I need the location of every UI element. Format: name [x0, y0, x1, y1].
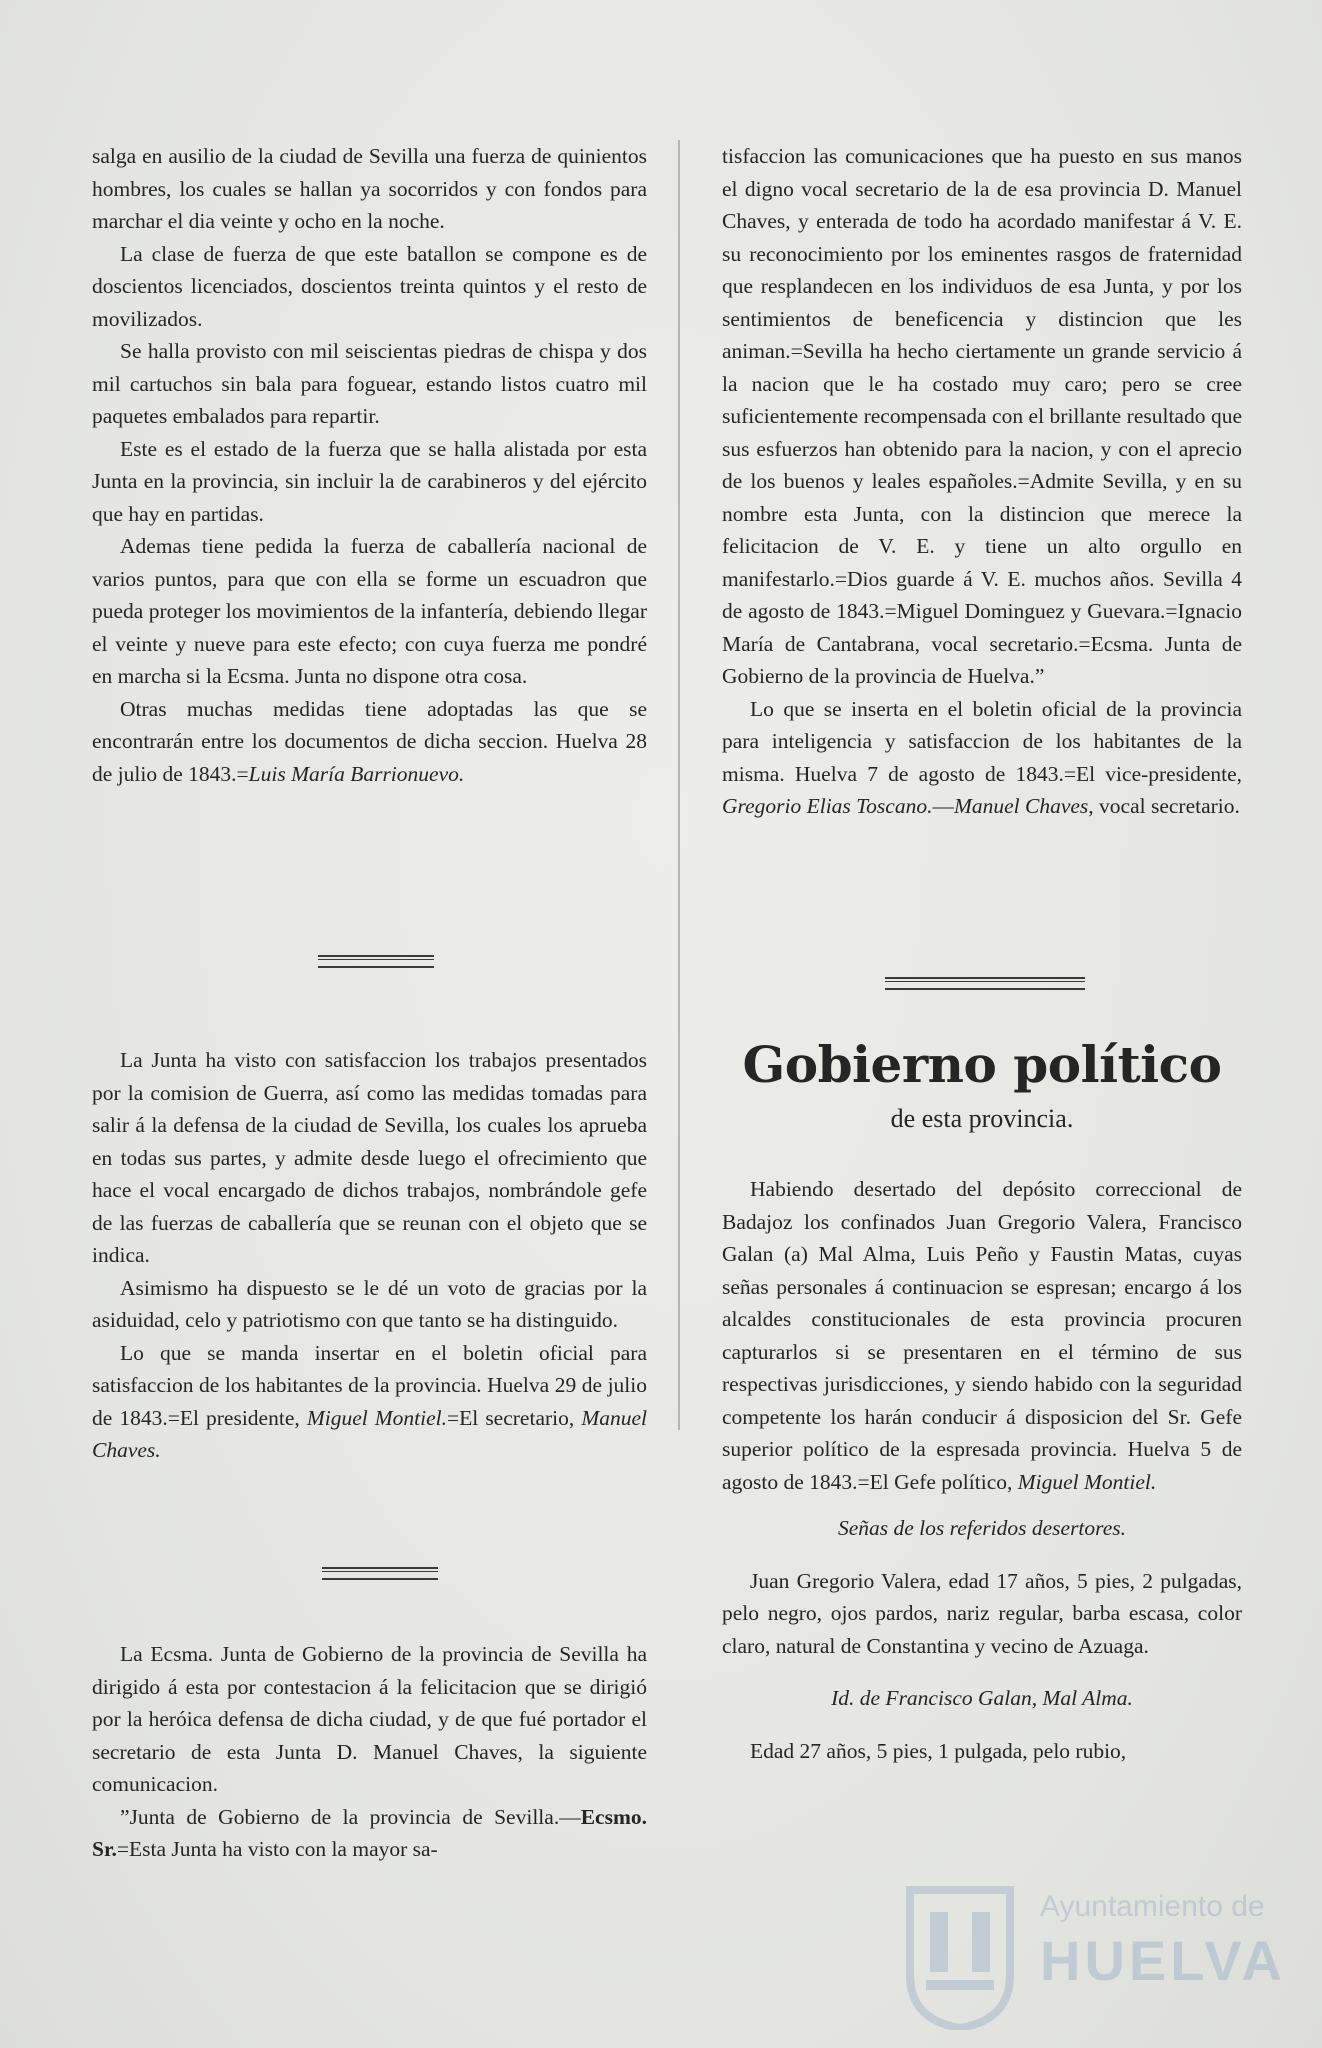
- paragraph-text: , vocal secretario.: [1088, 794, 1240, 818]
- dash: —: [932, 794, 954, 818]
- president-name: Miguel Montiel.: [306, 1405, 448, 1430]
- paragraph-text: Lo que se inserta en el boletin oficial de la provincia para inteligencia y satisfaccion de los habitantes de la misma. Huelva 7 de agosto de 1843.=El vice-presidente,: [722, 696, 1242, 786]
- section-divider: [318, 955, 434, 968]
- paragraph: Edad 27 años, 5 pies, 1 pulgada, pelo rubio,: [750, 1738, 1127, 1763]
- paragraph: La Ecsma. Junta de Gobierno de la provincia de Sevilla ha dirigido á esta por contestacion á la felicitacion que se dirigió por la heróica defensa de dicha ciudad, y de que fué portador el secretario de esta Junta D. Manuel Chaves, la siguiente comunicacion.: [92, 1642, 647, 1796]
- gefe-name: Miguel Montiel.: [1017, 1469, 1157, 1494]
- section-divider: [885, 977, 1085, 990]
- paragraph-text: Habiendo desertado del depósito correccional de Badajoz los confinados Juan Gregorio Valera, Francisco Galan (a) Mal Alma, Luis Peño y Faustin Matas, cuyas señas personales á continuacion se espresan; encargo á los alcaldes constitucionales de esta provincia procuren capturarlos si se presentaren en el término de sus respectivas jurisdicciones, y siendo habido con la seguridad competente los harán conducir á disposicion del Sr. Gefe superior político de la espresada provincia. Huelva 5 de agosto de 1843.=El Gefe político,: [722, 1177, 1242, 1494]
- secretary-name: Manuel Chaves: [953, 794, 1089, 818]
- paragraph: [92, 1801, 647, 1866]
- sevilla-communication-continued: [722, 140, 1242, 823]
- secretary-name: Manuel Chaves.: [92, 1405, 647, 1462]
- paragraph: Ademas tiene pedida la fuerza de caballería nacional de varios puntos, para que con ella se forme un escuadron que pueda proteger los movimientos de la infantería, debiendo llegar el veinte y nueve para este efecto; con cuya fuerza me pondré en marcha si la Ecsma. Junta no dispone otra cosa.: [92, 534, 647, 688]
- section-subheading: de esta provincia.: [890, 1104, 1074, 1133]
- deserters-heading: Señas de los referidos desertores.: [837, 1516, 1127, 1540]
- paragraph: Se halla provisto con mil seiscientas piedras de chispa y dos mil cartuchos sin bala para foguear, estando listos cuatro mil paquetes embalados para repartir.: [92, 339, 647, 428]
- paragraph: La clase de fuerza de que este batallon se compone es de doscientos licenciados, doscientos treinta quintos y el resto de movilizados.: [92, 241, 647, 331]
- paragraph: salga en ausilio de la ciudad de Sevilla una fuerza de quinientos hombres, los cuales se hallan ya socorridos y con fondos para marchar el dia veinte y ocho en la noche.: [92, 144, 647, 233]
- paragraph-text: Lo que se manda insertar en el boletin oficial para satisfaccion de los habitantes de la provincia. Huelva 29 de julio de 1843.=El presidente,: [92, 1340, 647, 1430]
- paragraph: La Junta ha visto con satisfaccion los trabajos presentados por la comision de Guerra, así como las medidas tomadas para salir á la defensa de la ciudad de Sevilla, los cuales los aprueba en todas sus partes, y admite desde luego el ofrecimiento que hace el vocal encargado de dichos trabajos, nombrándole gefe de las fuerzas de caballería que se reunan con el objeto que se indica.: [92, 1048, 647, 1267]
- paragraph: Juan Gregorio Valera, edad 17 años, 5 pies, 2 pulgadas, pelo negro, ojos pardos, nariz regular, barba escasa, color claro, natural de Constantina y vecino de Azuaga.: [722, 1568, 1242, 1658]
- paragraph: [92, 1337, 647, 1467]
- paragraph: [722, 1173, 1242, 1498]
- paragraph-text: =El secretario,: [447, 1405, 582, 1430]
- watermark: [900, 1880, 1300, 2030]
- column-rule: [678, 140, 680, 1430]
- paragraph: Asimismo ha dispuesto se le dé un voto de gracias por la asiduidad, celo y patriotismo con que tanto se ha distinguido.: [92, 1275, 647, 1332]
- paragraph: Este es el estado de la fuerza que se halla alistada por esta Junta en la provincia, sin incluir la de carabineros y del ejército que hay en partidas.: [92, 436, 647, 526]
- watermark-line2: HUELVA: [1040, 1929, 1286, 1992]
- militia-report: [92, 140, 647, 790]
- watermark-line1: Ayuntamiento de: [1040, 1890, 1265, 1923]
- junta-resolution: [92, 1044, 647, 1467]
- deserters-notice: [722, 1173, 1242, 1767]
- paragraph: tisfaccion las comunicaciones que ha puesto en sus manos el digno vocal secretario de la de esa provincia D. Manuel Chaves, y enterada de todo ha acordado manifestar á V. E. su reconocimiento por los eminentes rasgos de fraternidad que resplandecen en los individuos de esa Junta, y por los sentimientos de beneficencia y distincion que les animan.=Sevilla ha hecho ciertamente un grande servicio á la nacion que le ha costado muy caro; pero se cree suficientemente recompensada con el brillante resultado que sus esfuerzos han obtenido para la nacion, y con el aprecio de los buenos y leales españoles.=Admite Sevilla, y en su nombre esta Junta, con la distincion que merece la felicitacion de V. E. y tiene un alto orgullo en manifestarlo.=Dios guarde á V. E. muchos años. Sevilla 4 de agosto de 1843.=Miguel Dominguez y Guevara.=Ignacio María de Cantabrana, vocal secretario.=Ecsma. Junta de Gobierno de la provincia de Huelva.”: [722, 144, 1242, 688]
- section-divider: [322, 1567, 438, 1580]
- paragraph-text: Otras muchas medidas tiene adoptadas las que se encontrarán entre los documentos de dicha seccion. Huelva 28 de julio de 1843.=: [92, 696, 647, 786]
- section-heading: Gobierno político: [742, 1035, 1222, 1094]
- paragraph: [92, 693, 647, 791]
- vice-president-name: Gregorio Elias Toscano.: [722, 794, 933, 818]
- sevilla-communication: [92, 1638, 647, 1866]
- deserter-heading: Id. de Francisco Galan, Mal Alma.: [831, 1686, 1133, 1710]
- paragraph-text: ”Junta de Gobierno de la provincia de Sevilla.—: [120, 1804, 581, 1829]
- salutation: Ecsmo. Sr.: [92, 1804, 647, 1861]
- city-seal-icon: [900, 1880, 1020, 2030]
- paragraph-text: =Esta Junta ha visto con la mayor sa-: [116, 1837, 438, 1861]
- paragraph: [722, 693, 1242, 823]
- signature-name: Luis María Barrionuevo.: [248, 761, 465, 786]
